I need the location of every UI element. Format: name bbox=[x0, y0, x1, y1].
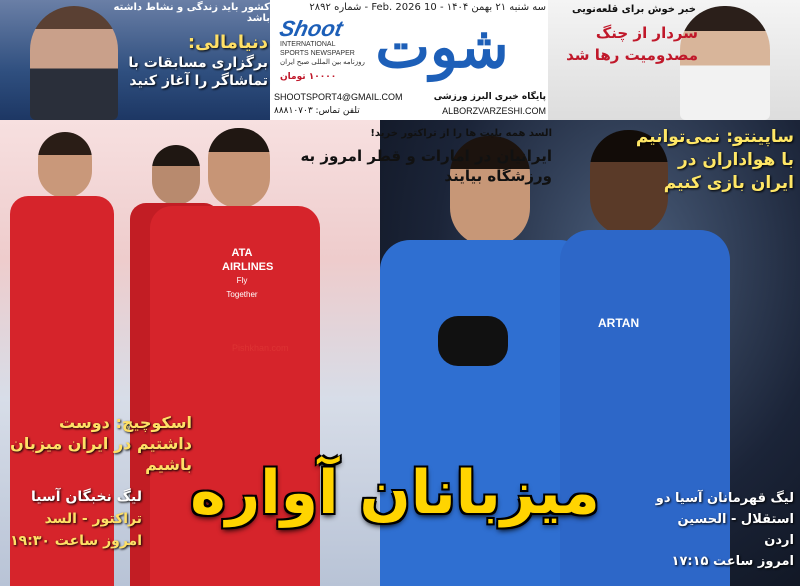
player-head bbox=[208, 128, 270, 208]
site-fa: پایگاه خبری البرز ورزشی bbox=[433, 92, 546, 102]
top-left-headline: دنیامالی: bbox=[187, 32, 268, 53]
fixture-teams: استقلال - الحسین اردن bbox=[677, 512, 794, 548]
fixture-time: امروز ساعت ۱۷:۱۵ bbox=[671, 554, 794, 569]
center-story-kicker: السد همه بلیت ها را از تراکتور خرید! bbox=[370, 128, 552, 139]
top-left-kicker: کشور باید زندگی و نشاط داشته باشد bbox=[113, 2, 270, 24]
intl-line2: SPORTS NEWSPAPER bbox=[280, 50, 355, 57]
jersey-sponsor-name: ATA AIRLINES bbox=[222, 247, 274, 273]
bottom-left-fixture bbox=[6, 486, 142, 552]
fixture-league: لیگ نخبگان آسیا bbox=[30, 489, 142, 505]
top-right-kicker: خبر خوش برای قلعه‌نویی bbox=[571, 4, 696, 15]
player-shirt bbox=[380, 240, 590, 586]
top-left-subhead: برگزاری مسابقات با تماشاگر را آغاز کنید bbox=[128, 55, 268, 89]
left-story-headline: اسکوچیچ: دوست داشتیم در ایران میزبان باشیم bbox=[10, 413, 192, 474]
tagline: روزنامه بین المللی صبح ایران bbox=[280, 59, 365, 66]
fixture-league: لیگ قهرمانان آسیا دو bbox=[655, 491, 794, 506]
center-story-headline: ایرانیان در امارات و قطر امروز به ورزشگاه بیایند bbox=[300, 147, 552, 185]
player-head bbox=[38, 132, 92, 198]
jersey-sponsor-blue: ARTAN bbox=[598, 316, 640, 330]
issue-date: سه شنبه ۲۱ بهمن ۱۴۰۴ - 10 Feb. 2026 - شماره ۲۸۹۲ bbox=[309, 2, 546, 13]
masthead bbox=[272, 0, 546, 120]
bottom-right-fixture bbox=[644, 488, 794, 572]
phone: تلفن تماس: ۸۸۸۱۰۷۰۳ bbox=[274, 106, 360, 116]
email: SHOOTSPORT4@GMAIL.COM bbox=[274, 92, 403, 102]
fixture-teams: تراکتور - السد bbox=[44, 511, 142, 527]
jersey-sponsor-tag: Fly Together bbox=[226, 276, 258, 299]
newspaper-logo-en: Shoot bbox=[277, 16, 346, 41]
fixture-time: امروز ساعت ۱۹:۳۰ bbox=[10, 533, 142, 549]
intl-label bbox=[280, 40, 365, 67]
intl-line1: INTERNATIONAL bbox=[280, 41, 336, 48]
newspaper-logo: شوت bbox=[375, 13, 509, 81]
top-right-headline: سردار از چنگ مصدومیت رها شد bbox=[566, 24, 698, 64]
goalkeeper-glove bbox=[438, 316, 508, 366]
price: ۱۰۰۰۰ تومان bbox=[280, 72, 337, 82]
site-en: ALBORZVARZESHI.COM bbox=[442, 106, 546, 116]
main-headline: میزبانان آواره bbox=[190, 458, 600, 528]
watermark: Pishkhan.com bbox=[232, 343, 289, 353]
right-story-headline: ساپینتو: نمی‌توانیم با هواداران در ایران بازی کنیم bbox=[635, 127, 794, 193]
jersey-sponsor bbox=[222, 246, 274, 299]
